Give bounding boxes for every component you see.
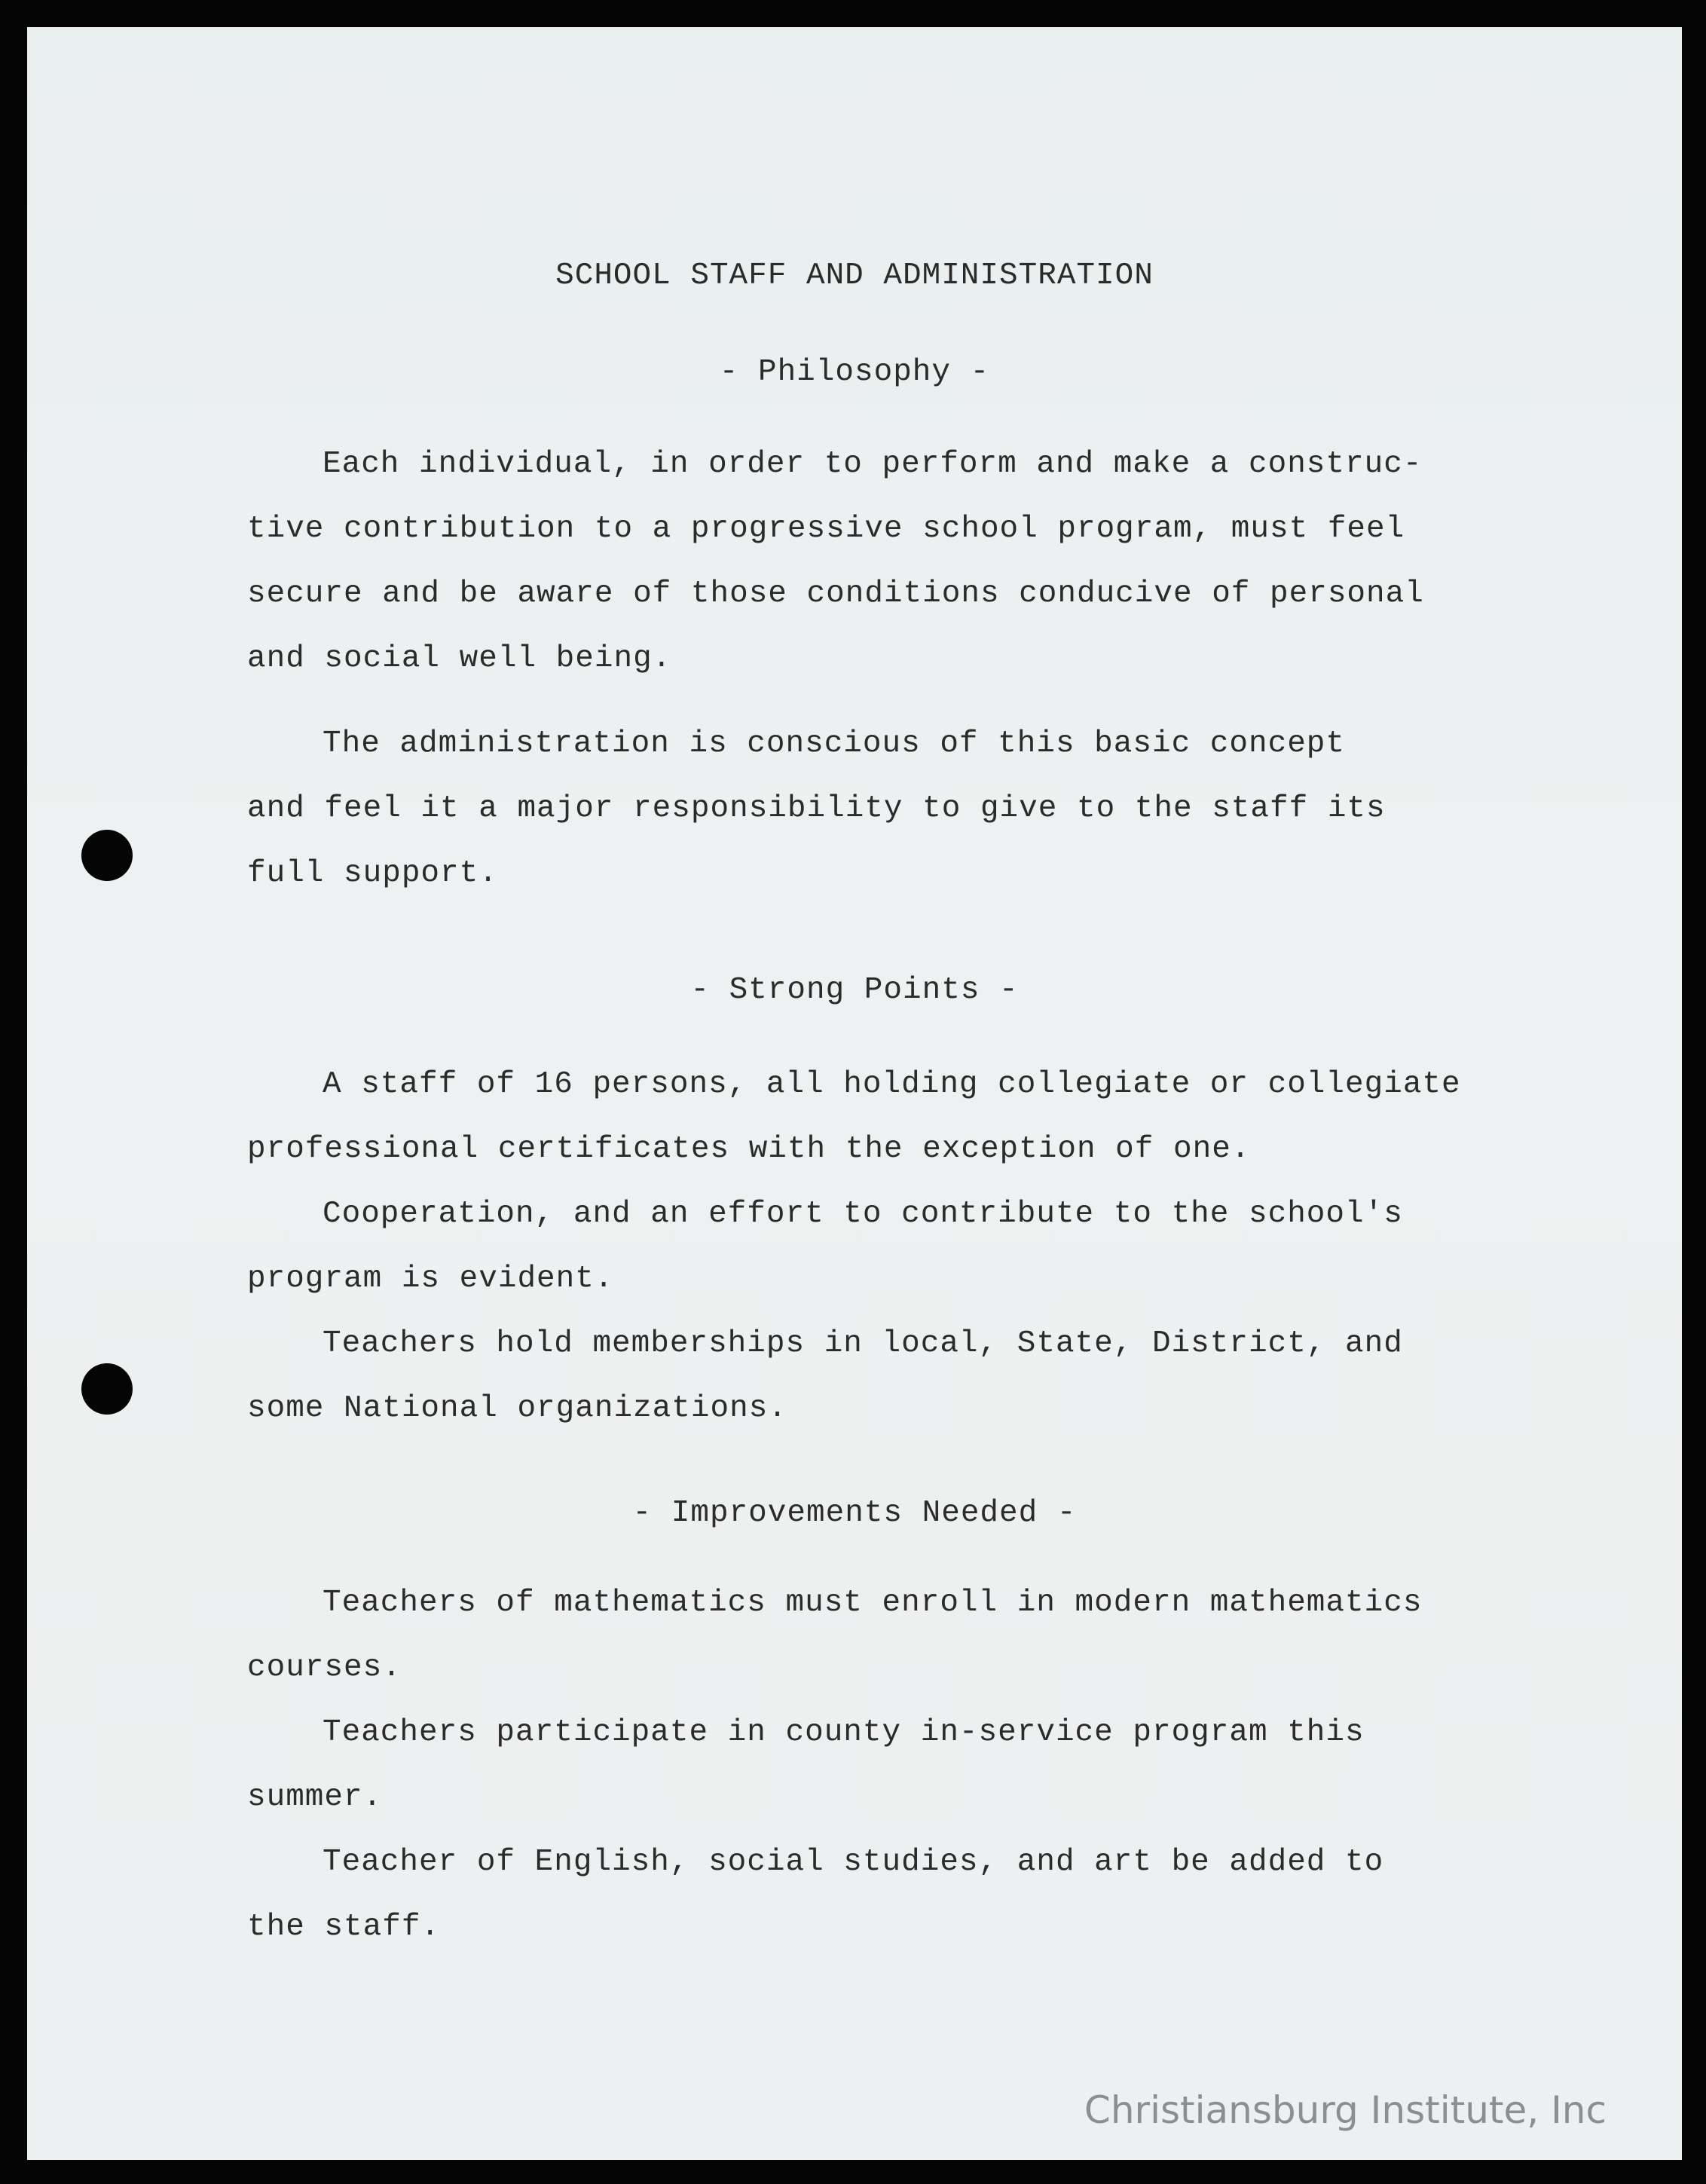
paragraph-philosophy-1 [247, 432, 1424, 691]
section-heading-strong-points: - Strong Points - [690, 973, 1019, 1008]
document-title: SCHOOL STAFF AND ADMINISTRATION [555, 258, 1154, 293]
text-line: and feel it a major responsibility to give to the staff its [247, 791, 1386, 826]
text-line: Teachers participate in county in-service program this [323, 1715, 1365, 1750]
text-line: Teachers hold memberships in local, State, District, and [323, 1326, 1403, 1361]
text-line: The administration is conscious of this basic concept [323, 726, 1346, 761]
text-line: full support. [247, 856, 498, 891]
text-line: courses. [247, 1650, 402, 1685]
paragraph-strong-points-1 [247, 1052, 1461, 1182]
paragraph-improvements-2 [247, 1700, 1365, 1830]
text-line: and social well being. [247, 641, 672, 676]
text-line: tive contribution to a progressive school program, must feel [247, 512, 1405, 546]
text-line: Cooperation, and an effort to contribute to the school's [323, 1197, 1403, 1231]
text-line: Each individual, in order to perform and make a construc- [323, 447, 1423, 482]
text-line: the staff. [247, 1910, 441, 1944]
paragraph-philosophy-2 [247, 711, 1386, 906]
section-heading-improvements-needed: - Improvements Needed - [632, 1496, 1077, 1531]
paper-sheet [27, 27, 1682, 2160]
text-line: Teacher of English, social studies, and art be added to [323, 1845, 1384, 1880]
paragraph-improvements-3 [247, 1830, 1383, 1959]
text-line: some National organizations. [247, 1391, 787, 1426]
text-line: secure and be aware of those conditions conducive of personal [247, 577, 1424, 611]
watermark: Christiansburg Institute, Inc [1084, 2088, 1607, 2132]
punch-hole-top [81, 830, 133, 881]
text-line: A staff of 16 persons, all holding collegiate or collegiate [323, 1067, 1461, 1102]
section-heading-philosophy: - Philosophy - [719, 355, 990, 390]
text-line: Teachers of mathematics must enroll in modern mathematics [323, 1586, 1423, 1620]
punch-hole-bottom [81, 1363, 133, 1415]
paragraph-strong-points-2 [247, 1182, 1403, 1311]
text-line: summer. [247, 1780, 383, 1815]
text-line: professional certificates with the exception of one. [247, 1132, 1251, 1167]
paragraph-improvements-1 [247, 1571, 1422, 1700]
paragraph-strong-points-3 [247, 1311, 1403, 1441]
text-line: program is evident. [247, 1262, 614, 1296]
